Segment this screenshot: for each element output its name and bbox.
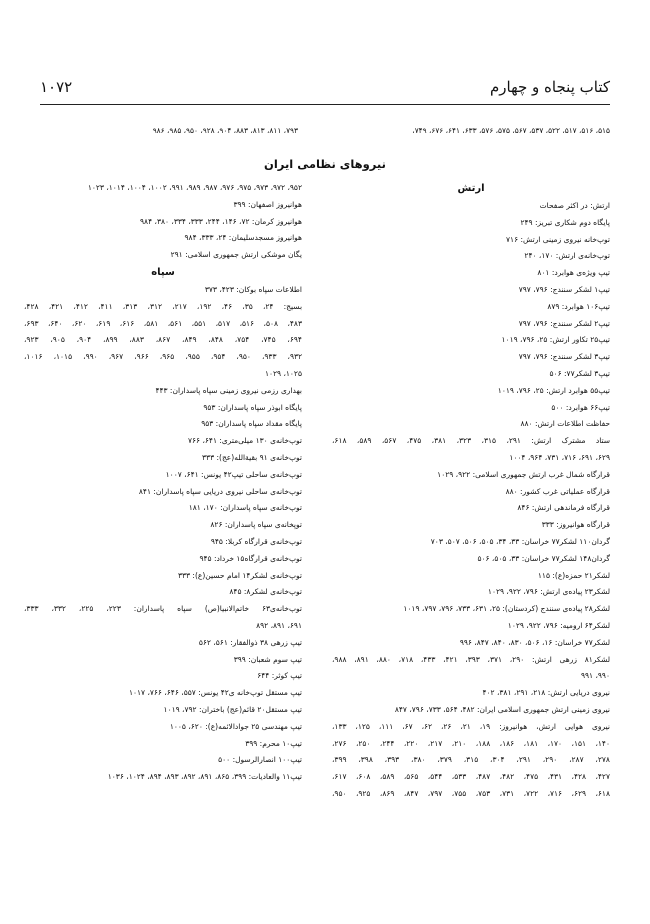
index-entry: تیپ۲ لشکر سنندج: ۷۹۶، ۷۹۷	[518, 318, 610, 328]
index-entry: ۱۴۰، ۱۵۱، ۱۷۰، ۱۸۱، ۱۸۶، ۱۸۸، ۲۱۰، ۲۱۷، ۲۲۰، ۲۴۴، ۲۵۰، ۲۷۶،	[332, 738, 610, 748]
index-entry: تیپ مستقل توپ‌خانه ی۴۲ یونس: ۵۵۷، ۶۴۶، ۷۶۶، ۱۰۱۷	[128, 688, 302, 698]
index-entry: ۹۵۲، ۹۷۲، ۹۷۳، ۹۷۵، ۹۷۶، ۹۸۷، ۹۸۹، ۹۹۱، ۱۰۰۲، ۱۰۰۴، ۱۰۱۴، ۱۰۲۳	[87, 183, 302, 192]
index-entry: نیروی زمینی ارتش جمهوری اسلامی ایران: ۴۸۲، ۵۶۴، ۷۳۳، ۷۹۶، ۸۴۷	[394, 704, 610, 714]
index-entry: هوانیروز اصفهان: ۳۹۹	[233, 199, 302, 209]
index-entry: توپ‌خانه‌ی لشکر۱۴ امام حسین(ع): ۳۳۳	[177, 570, 302, 580]
index-entry: لشکر۲۸ پیاده‌ی سنندج (کردستان): ۲۵، ۶۳۱، ۷۳۳، ۷۹۶، ۷۹۷، ۱۰۱۹	[403, 604, 610, 614]
index-entry: تیپ کوثر: ۶۴۴	[257, 671, 302, 681]
index-entry: یگان موشکی ارتش جمهوری اسلامی: ۲۹۱	[170, 250, 302, 260]
index-entry: توپ‌خانه‌ی ۱۳۰ میلی‌متری: ۶۴۱، ۷۶۶	[187, 436, 302, 446]
index-entry: لشکر۷۷ خراسان: ۱۶، ۵۰۶، ۸۳۰، ۸۴۰، ۸۴۷، ۹۹۶	[459, 637, 610, 647]
left-column	[24, 180, 302, 786]
page-header	[40, 78, 610, 100]
index-entry: تیپ۳ لشکر۷۷: ۵۰۶	[549, 368, 610, 378]
running-title: کتاب پنجاه و چهارم	[489, 78, 610, 96]
index-entry: توپ‌خانه نیروی زمینی ارتش: ۷۱۶	[506, 234, 610, 244]
index-entry: نیروی هوایی ارتش، هوانیروز: ۱۹، ۲۱، ۲۶، ۶۲، ۶۷، ۱۱۱، ۱۲۵، ۱۳۳،	[332, 721, 610, 731]
header-rule	[40, 104, 610, 105]
index-entry: بسیج: ۲۴، ۳۵، ۴۶، ۱۹۲، ۲۱۷، ۳۱۲، ۳۱۳، ۴۱۱، ۴۱۲، ۴۲۱، ۴۲۸،	[24, 301, 302, 311]
index-entry: قرارگاه فرماندهی ارتش: ۸۴۶	[517, 503, 610, 513]
index-entry: هوانیروز مسجدسلیمان: ۲۴، ۳۳۳، ۹۸۴	[184, 233, 302, 243]
index-entry: توپ‌خانه‌ی قرارگاه۱۵ خرداد: ۹۴۵	[199, 553, 302, 563]
index-entry: تیپ مهندسی ۲۵ جوادالائمه(ع): ۶۲۰، ۱۰۰۵	[169, 721, 302, 731]
index-entry: ستاد مشترک ارتش: ۲۹۱، ۳۱۵، ۳۲۳، ۳۸۱، ۴۷۵، ۵۶۷، ۵۸۹، ۶۱۸،	[332, 436, 610, 446]
index-entry: نیروی دریایی ارتش: ۲۱۸، ۲۹۱، ۳۸۱، ۴۰۲	[482, 688, 610, 698]
index-entry: لشکر۲۳ پیاده‌ی ارتش: ۷۹۶، ۹۲۲، ۱۰۲۹	[487, 587, 610, 597]
index-entry: ۶۱۸، ۶۲۹، ۷۱۶، ۷۲۲، ۷۳۱، ۷۵۳، ۷۵۵، ۷۹۷، ۸۴۷، ۸۶۹، ۹۲۵، ۹۵۰،	[332, 788, 610, 798]
index-entry: تیپ۶۶ هوابرد: ۵۰۰	[551, 402, 610, 412]
index-entry: توپ‌خانه‌ی ارتش: ۱۷۰، ۲۴۰	[524, 251, 610, 261]
index-entry: بهداری رزمی نیروی زمینی سپاه پاسداران: ۴۴۳	[155, 385, 302, 395]
index-entry: لشکر۸۱ زرهی ارتش: ۲۹۰، ۳۷۱، ۳۹۳، ۴۲۱، ۴۳۳، ۷۱۸، ۸۸۰، ۸۹۱، ۹۸۸،	[332, 654, 610, 664]
index-entry: ۶۹۴، ۷۴۵، ۷۵۴، ۸۴۸، ۸۴۹، ۸۶۷، ۸۸۳، ۸۹۹، ۹۰۴، ۹۰۵، ۹۲۳،	[24, 335, 302, 345]
index-entry: توپ‌خانه‌ی ساحلی نیروی دریایی سپاه پاسداران: ۸۴۱	[138, 486, 302, 496]
index-entry: تیپ ویژه‌ی هوابرد: ۸۰۱	[537, 268, 610, 278]
index-entry: تیپ۱۱ والعادیات: ۳۹۹، ۸۶۵، ۸۹۱، ۸۹۲، ۸۹۳، ۸۹۴، ۱۰۲۴، ۱۰۳۶	[107, 772, 302, 782]
index-entry: قرارگاه عملیاتی غرب کشور: ۸۸۰	[505, 486, 610, 496]
index-entry: توپ‌خانه‌ی ساحلی تیپ۴۲ یونس: ۶۴۱، ۱۰۰۷	[165, 469, 302, 479]
index-entry: پایگاه ابوذر سپاه پاسداران: ۹۵۳	[203, 402, 302, 412]
index-entry: تیپ۵۵ هوابرد ارتش: ۲۵، ۷۹۶، ۱۰۱۹	[497, 385, 610, 395]
continuation-right: ۵۱۵، ۵۱۶، ۵۱۷، ۵۲۲، ۵۳۷، ۵۶۷، ۵۷۵، ۵۷۶، ۶۳۳، ۶۴۱، ۶۷۶، ۷۴۹،	[412, 126, 610, 135]
section-title: نیروهای نظامی ایران	[264, 157, 386, 171]
index-entry: قرارگاه هوانیروز: ۳۳۳	[541, 520, 610, 530]
index-entry: قرارگاه شمال غرب ارتش جمهوری اسلامی: ۹۲۲، ۱۰۲۹	[437, 469, 610, 479]
index-entry: توپ‌خانه‌ی سپاه پاسداران: ۱۷۰، ۱۸۱	[188, 503, 302, 513]
index-entry: ارتش: در اکثر صفحات	[539, 201, 610, 210]
index-entry: تیپ۲۵ تکاور ارتش: ۲۵، ۷۹۶، ۱۰۱۹	[501, 335, 610, 345]
index-entry: ۹۳۲، ۹۳۳، ۹۵۰، ۹۵۴، ۹۵۵، ۹۶۵، ۹۶۶، ۹۶۷، ۹۹۰، ۱۰۱۵، ۱۰۱۶،	[24, 352, 302, 362]
index-entry: گردان۱۱۰ لشکر۷۷ خراسان: ۳۳، ۳۴، ۵۰۵، ۵۰۶، ۵۰۷، ۷۰۳	[430, 536, 610, 546]
index-entry: ۶۲۹، ۶۹۱، ۷۱۶، ۷۳۱، ۹۶۴، ۱۰۰۴	[509, 452, 610, 462]
index-entry: تیپ۱۰۰ انصارالرسول: ۵۰۰	[218, 755, 302, 765]
index-entry: حفاظت اطلاعات ارتش: ۸۸۰	[520, 419, 610, 429]
left-index-list	[24, 282, 302, 786]
index-entry: تیپ مستقل۲۰ قائم(عج) باختران: ۷۹۲، ۱۰۱۹	[163, 704, 302, 714]
index-entry: ۶۹۱، ۸۹۱، ۸۹۲	[256, 620, 302, 630]
left-top-index-list	[24, 180, 302, 264]
index-entry: لشکر۲۱ حمزه‌(ع): ۱۱۵	[537, 570, 610, 580]
index-entry: ۱۰۲۵، ۱۰۲۹	[264, 368, 302, 378]
index-entry: تیپ۱۰ محرم: ۳۹۹	[245, 738, 302, 748]
index-entry: تیپ۱ لشکر سنندج: ۷۹۶، ۷۹۷	[518, 284, 610, 294]
index-entry: ۲۷۸، ۲۸۷، ۲۹۰، ۲۹۱، ۳۰۴، ۳۱۵، ۳۷۹، ۳۸۰، ۳۹۳، ۳۹۸، ۳۹۹،	[332, 755, 610, 765]
continuation-left: ۷۹۳، ۸۱۱، ۸۱۳، ۸۸۳، ۹۰۴، ۹۲۸، ۹۵۰، ۹۸۵، ۹۸۶	[152, 126, 298, 135]
index-entry: تیپ۱۰۶ هوابرد: ۸۷۹	[547, 301, 610, 311]
index-entry: اطلاعات سپاه بوکان: ۴۲۳، ۳۷۳	[204, 284, 302, 294]
index-entry: گردان۱۴۸ لشکر۷۷ خراسان: ۳۳، ۵۰۵، ۵۰۶	[477, 553, 610, 563]
index-entry: توپ‌خانه‌ی قرارگاه کربلا: ۹۴۵	[210, 536, 302, 546]
right-index-list	[332, 198, 610, 803]
subsection-title-sepah: سپاه	[151, 266, 175, 278]
index-entry: توپ‌خانه‌ی ۹۱ بقیةالله(عج): ۳۳۳	[202, 452, 302, 462]
index-entry: توپ‌خانه‌ی لشکر۸: ۸۴۵	[229, 587, 302, 597]
index-entry: ۴۲۷، ۴۲۸، ۴۳۱، ۴۷۵، ۴۸۲، ۴۸۷، ۵۳۳، ۵۴۴، ۵۶۵، ۵۸۹، ۶۰۸، ۶۱۷،	[332, 772, 610, 782]
index-entry: تیپ۳ لشکر سنندج: ۷۹۶، ۷۹۷	[518, 352, 610, 362]
index-entry: ۹۹۰، ۹۹۱	[581, 671, 610, 681]
index-entry: ۴۸۳، ۵۰۸، ۵۱۶، ۵۱۷، ۵۵۱، ۵۶۱، ۵۸۱، ۶۱۶، ۶۱۹، ۶۲۰، ۶۴۰، ۶۹۳،	[24, 318, 302, 328]
index-entry: پایگاه مقداد سپاه پاسداران: ۹۵۳	[201, 419, 302, 429]
index-entry: لشکر۶۴ ارومیه: ۷۹۶، ۹۲۲، ۱۰۲۹	[507, 620, 610, 630]
index-entry: تیپ سوم شعبان: ۳۹۹	[233, 654, 302, 664]
index-entry: پایگاه دوم شکاری تبریز: ۲۴۹	[520, 217, 610, 227]
subsection-title-army: ارتش	[457, 183, 485, 194]
index-entry: توپخانه‌ی سپاه پاسداران: ۸۲۶	[210, 520, 302, 530]
index-entry: توپ‌خانه‌ی۶۳ خاتم‌الانبیا(ص) سپاه پاسداران: ۲۲۳، ۲۲۵، ۳۳۲، ۳۳۳،	[24, 604, 302, 614]
index-entry: تیپ زرهی ۳۸ ذوالفقار: ۵۶۱، ۵۶۲	[198, 637, 302, 647]
page-number: ۱۰۷۲	[40, 78, 73, 96]
index-entry: هوانیروز کرمان: ۷۲، ۱۴۶، ۲۴۴، ۳۳۳، ۳۳۴، ۳۸۰، ۹۸۴	[140, 216, 302, 226]
right-column	[332, 180, 610, 803]
